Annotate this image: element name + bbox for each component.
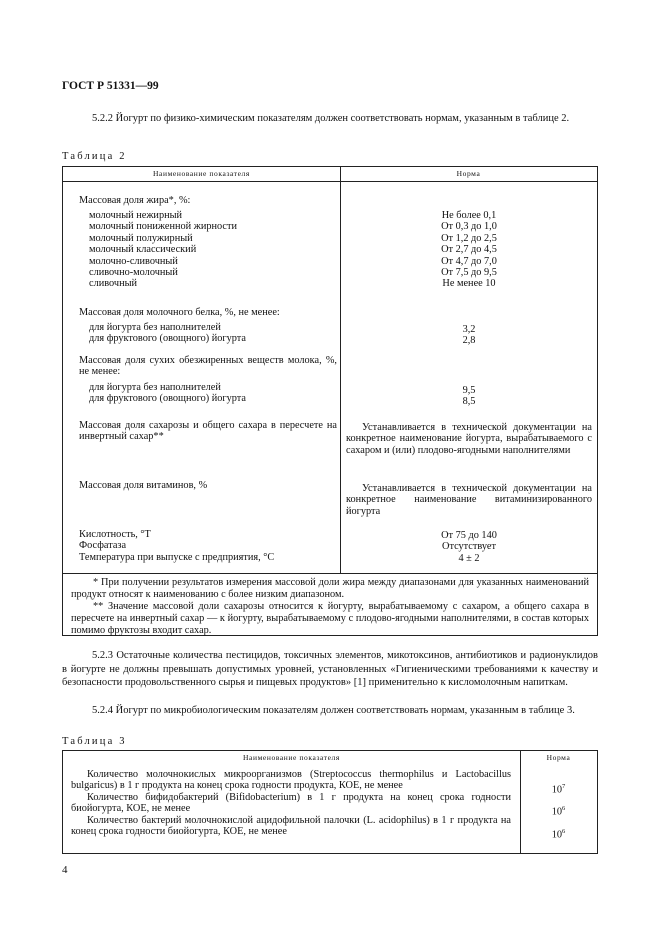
solids-row-norms [346, 385, 592, 408]
protein-row-name: для фруктового (овощного) йогурта [89, 333, 246, 345]
phosphatase-indicator: Фосфатаза [79, 540, 127, 552]
solids-row-norm: 8,5 [462, 396, 476, 408]
page-number: 4 [62, 864, 68, 876]
fat-row-name: молочный классический [89, 244, 197, 256]
temperature-norm: 4 ± 2 [458, 552, 480, 564]
phosphatase-norm: Отсутствует [442, 541, 496, 553]
fat-row-name: молочный полужирный [89, 232, 193, 244]
solids-row-name: для йогурта без наполнителей [89, 382, 221, 393]
protein-group-title: Массовая доля молочного белка, %, не менее: [79, 307, 280, 318]
norm-exponent: 7 [562, 783, 566, 790]
fat-row-names [89, 210, 347, 290]
norm-base: 10 [551, 806, 563, 818]
table2-header-norm: Норма [456, 169, 481, 178]
fat-row-norm: Не менее 10 [442, 278, 496, 290]
table3-header-norm: Норма [546, 753, 571, 762]
protein-row-norm: 3,2 [462, 324, 476, 335]
table2-footnote-2: ** Значение массовой доли сахарозы относится к йогурту, вырабатываемому с сахаром, а общего сахара в пересчете на инвертный сахар — к йогурту, вырабатываемому с плодово-ягодными наполнителями, в состав которых помимо фруктозы входит сахар. [71, 601, 589, 636]
solids-row-norm: 9,5 [462, 385, 476, 396]
fat-row-norm: От 7,5 до 9,5 [441, 267, 497, 279]
fat-row-name: сливочно-молочный [89, 267, 178, 279]
norm-base: 10 [551, 829, 563, 841]
table2-header-rule [63, 181, 597, 182]
other-indicator-norms [346, 530, 592, 564]
table2-footnote-1: * При получении результатов измерения массовой доли жира между диапазонами для указанных наименований продукт относят к наименованию с более низким диапазоном. [71, 577, 589, 600]
fat-row-name: молочный нежирный [89, 210, 183, 221]
norm-base: 10 [551, 784, 563, 796]
fat-group-title: Массовая доля жира*, %: [79, 195, 191, 206]
vitamins-indicator: Массовая доля витаминов, % [79, 480, 208, 491]
protein-row-names [89, 322, 347, 345]
table3-caption: Таблица 3 [62, 736, 127, 747]
table2-footnote-rule [63, 573, 597, 574]
norm-exponent: 6 [562, 805, 566, 812]
fat-row-name: молочный пониженной жирности [89, 221, 237, 233]
table-2 [62, 166, 598, 636]
solids-row-name: для фруктового (овощного) йогурта [89, 393, 246, 405]
paragraph-5-2-3: 5.2.3 Остаточные количества пестицидов, токсичных элементов, микотоксинов, антибиотиков и радионуклидов в йогурте не должны превышать допустимых уровней, установленных «Гигиеническими требованиями к качеству и безопасности продовольственного сырья и пищевых продуктов» [1] применительно к кисломолочным напиткам. [62, 650, 598, 688]
table3-header-name: Наименование показателя [243, 753, 340, 762]
table2-header-name: Наименование показателя [153, 169, 250, 178]
table3-norm [520, 826, 597, 841]
table3-row: Количество бифидобактерий (Bifidobacterium) в 1 г продукта на конец срока годности биойогурта, КОЕ, не менее [71, 792, 511, 815]
other-indicator-names [79, 529, 337, 563]
acidity-norm: От 75 до 140 [441, 530, 497, 541]
table3-norm [520, 803, 597, 818]
table3-row: Количество молочнокислых микроорганизмов (Streptococcus thermophilus и Lactobacillus bulgaricus) в 1 г продукта на конец срока годности продукта, КОЕ, не менее [71, 769, 511, 792]
solids-row-names [89, 382, 347, 405]
table3-row: Количество бактерий молочнокислой ацидофильной палочки (L. acidophilus) в 1 г продукта на конец срока годности биойогурта, КОЕ, не менее [71, 815, 511, 838]
protein-row-norms [346, 324, 592, 347]
fat-row-norm: От 0,3 до 1,0 [441, 221, 497, 233]
fat-row-norm: Не более 0,1 [441, 210, 497, 221]
fat-row-name: молочно-сливочный [89, 255, 178, 267]
paragraph-5-2-2: 5.2.2 Йогурт по физико-химическим показателям должен соответствовать нормам, указанным в таблице 2. [92, 113, 570, 124]
fat-row-name: сливочный [89, 278, 138, 290]
norm-exponent: 6 [562, 828, 566, 835]
table3-norm [520, 781, 597, 796]
fat-row-norm: От 4,7 до 7,0 [441, 255, 497, 267]
table-3 [62, 750, 598, 854]
fat-row-norm: От 2,7 до 4,5 [441, 244, 497, 256]
temperature-indicator: Температура при выпуске с предприятия, °С [79, 551, 275, 563]
sugar-norm: Устанавливается в технической документации на конкретное наименование йогурта, вырабатываемого с сахаром и (или) плодово-ягодными наполнителями [346, 422, 592, 456]
acidity-indicator: Кислотность, °Т [79, 529, 151, 540]
table2-caption: Таблица 2 [62, 151, 127, 162]
protein-row-norm: 2,8 [462, 335, 476, 347]
fat-row-norm: От 1,2 до 2,5 [441, 232, 497, 244]
sugar-indicator: Массовая доля сахарозы и общего сахара в пересчете на инвертный сахар** [79, 420, 337, 443]
document-header: ГОСТ Р 51331—99 [62, 80, 159, 92]
vitamins-norm: Устанавливается в технической документации на конкретное наименование витаминизированного йогурта [346, 483, 592, 517]
fat-row-norms [346, 210, 592, 290]
solids-group-title: Массовая доля сухих обезжиренных веществ молока, %, не менее: [79, 355, 337, 378]
paragraph-5-2-4: 5.2.4 Йогурт по микробиологическим показателям должен соответствовать нормам, указанным в таблице 3. [92, 705, 575, 716]
protein-row-name: для йогурта без наполнителей [89, 322, 221, 333]
